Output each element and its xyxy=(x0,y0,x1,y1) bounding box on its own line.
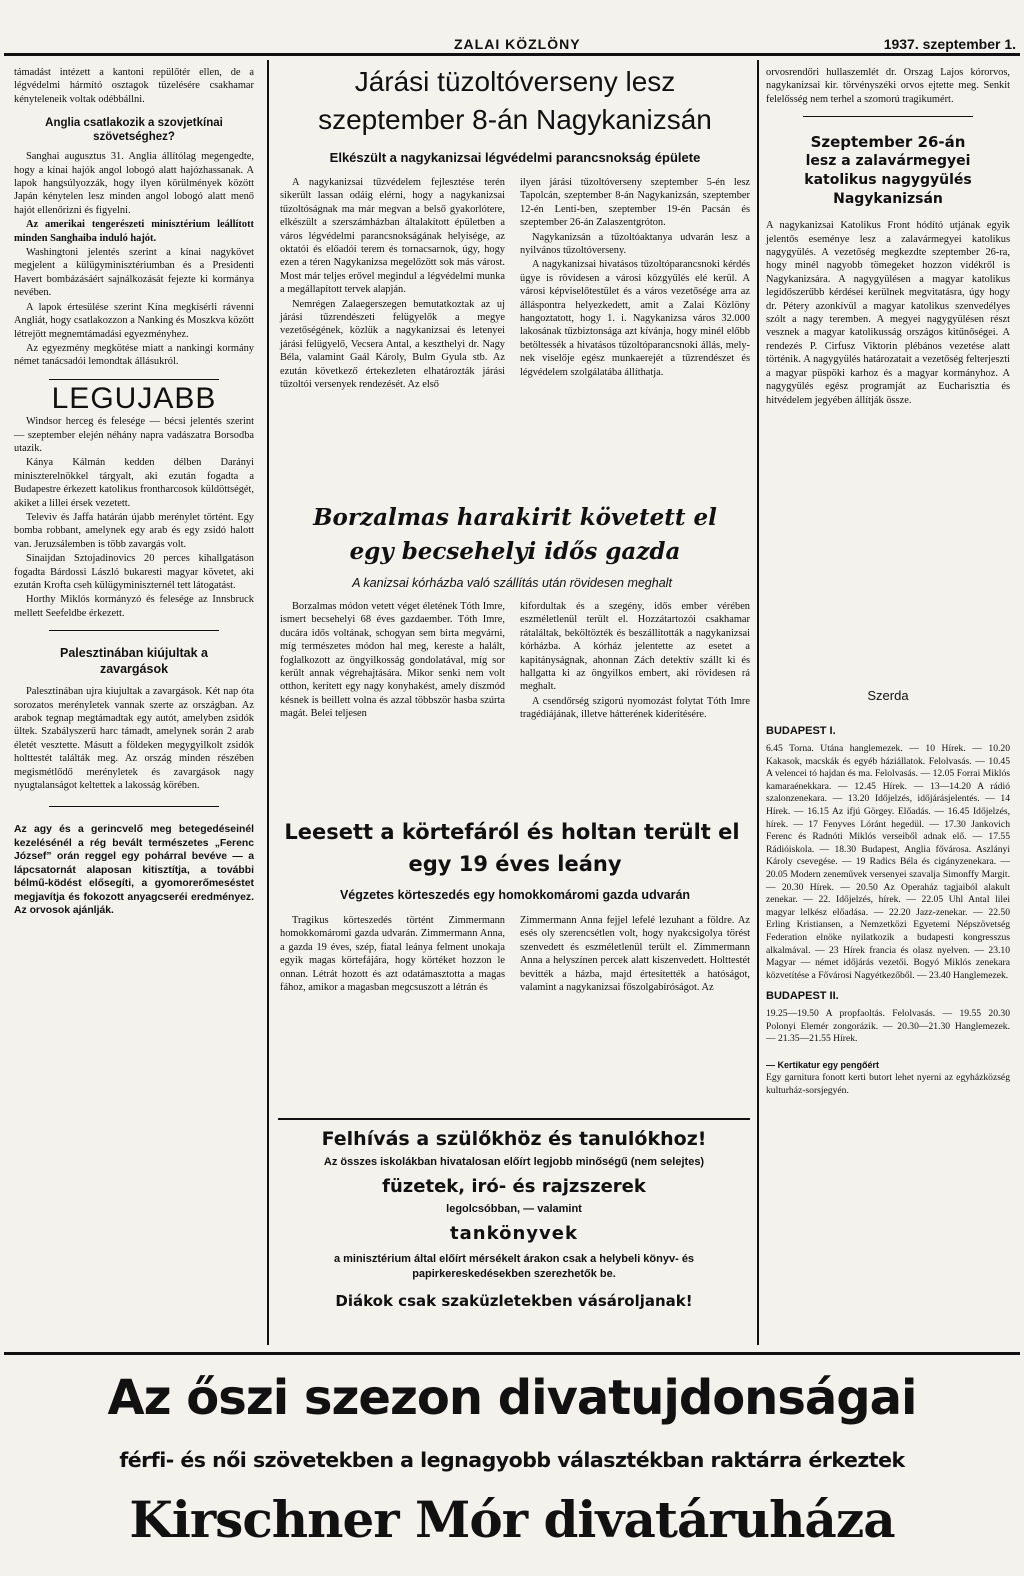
palestine-p1: Palesztinában ujra kiujultak a zavargások. Két nap óta sorozatos merényletek vannak szerte az országban. Az arabok tegnap megtámadtak egy autót, amelyben zsidók ültek. Szabályszerű harc támadt, amelynek során 2 arab életét vesztette. Másutt a földeken megygyilkolt zsidók holttestét találták meg. Az ország minden részében megismétlődő merényletek és zavargások nagy nyugtalanságot keltettek a lakosság körében. xyxy=(14,686,254,792)
legujabb-p4: Sinaijdan Sztojadinovics 20 perces kihallgatáson fogadta Bárdossi László bukaresti magyar követet, aki ezután Krofta cseh külügyminiszternél tett látogatást. xyxy=(14,553,254,591)
school-ad-line4: tankönyvek xyxy=(450,1223,578,1244)
fire-col-right xyxy=(520,176,750,380)
school-ad-title: Felhívás a szülőkhöz és tanulókhoz! xyxy=(321,1128,707,1150)
school-ad-line2: füzetek, iró- és rajzszerek xyxy=(382,1176,646,1197)
school-ad-line5: a minisztérium által előírt mérsékelt árakon csak a helybeli könyv- és papirkereskedésekben szerezhetők be. xyxy=(333,1253,695,1280)
school-ad-line1: Az összes iskolákban hivatalosan előírt legjobb minőségű (nem selejtes) xyxy=(323,1156,705,1168)
radio-bp2-label: BUDAPEST II. xyxy=(766,990,839,1003)
bottom-ad-rule xyxy=(4,1352,1020,1355)
left-rule-1 xyxy=(49,379,219,380)
ferenc-jozsef-ad: Az agy és a gerincvelő meg betegedéseinél kezelésénél a rég bevált természetes „Ferenc József” orán reggel egy pohárral bevéve — a lápcsatornát alaposan kitisztítja, a további bélmű-ködést elősegíti, a gyomorerőmeséstet megjavítja és fokozott anyagcseréi eredményez. Az orvosok ajánlják. xyxy=(14,824,254,916)
pear-para-a: Tragikus körteszedés történt Zimmermann homokkomáromi gazda udvarán. Zimmermann Anna, a gazda 19 éves, szép, fiatal leánya felment unokaja egyik magas körtefájára, hogy körtéket hozzon le onnan. Létrát hozott és azt odatámasztotta a magas fához, amikor a magasban megcsuszott a létrán és xyxy=(280,915,505,994)
radio-program xyxy=(766,688,1010,1097)
pear-headline-2: egy 19 éves leány xyxy=(408,852,622,876)
fire-para-c: ilyen járási tűzoltóverseny szeptember 5-én lesz Tapolcán, szeptember 8-án Nagykanizsán, szeptember 12-én Lenti-ben, szeptember 19-én Pacsán és szeptember 26-án Zalaszentgróton. xyxy=(520,177,750,229)
bottom-ad-line3: Kirschner Mór divatáruháza xyxy=(129,1490,895,1549)
harakiri-headline-2: egy becsehelyi idős gazda xyxy=(349,538,681,565)
catholic-heading-3: katolikus nagygyülés xyxy=(804,172,972,189)
fire-para-a: A nagykanizsai tűzvédelem fejlesztése terén sikerült lassan odáig elérni, hogy a nagykanizsai tűzoltóságnak ma már megvan a belső gyakorlótere, elkészült a szerszámházban általakított épületben a város légvédelmi parancsnokságának helyisége, az oktatói és előadói terem és tornacsarnok, úgy, hogy ezen a téren Nagykanizsa megelőzött sok más várost. Most már teljes erővel megindul a légvédelmi munka a megállapított tervek alapján. xyxy=(280,177,505,296)
harakiri-col-right xyxy=(520,600,750,723)
right-rule-1 xyxy=(803,116,973,117)
radio-day: Szerda xyxy=(867,688,909,703)
pear-subheading: Végzetes körteszedés egy homokkomáromi gazda udvarán xyxy=(339,888,691,902)
right-intro: orvosrendőri hullaszemlét dr. Orszag Lajos kórorvos, nagykanizsai kir. törvényszéki orvos ejtette meg. Senkit felelősség nem terhel a szomorú tragikumért. xyxy=(766,67,1010,105)
harakiri-para-b: kifordultak és a szegény, idős ember vérében eszméletlenül terült el. Hozzátartozói csakhamar rátaláltak, beköltözték és beszállították a nagykanizsai kórházba. A kórház jelentette az esetet a kapitányságnak, ahonnan Zách detektív szállt ki és hallgatta ki az öngyilkos embert, aki rövidesen rá meghalt. xyxy=(520,601,750,693)
anglia-p1: Sanghai augusztus 31. Anglia állítólag megengedte, hogy a kínai hajók angol lobogó alatt hajózhassanak. A lapok hangsúlyozzák, hogy ilyen körülmények között Japán kénytelen lesz minden angol lobogó alatt menő hajót ellenőrizni és figyelni. xyxy=(14,151,254,216)
school-ad-box xyxy=(278,1118,750,1346)
catholic-heading-2: lesz a zalavármegyei xyxy=(805,153,971,170)
pear-col-right xyxy=(520,914,750,995)
issue-date: 1937. szeptember 1. xyxy=(883,36,1016,52)
garden-note-text: Egy garnitura fonott kerti butort lehet nyerni az egyházközség kulturház-sorsjegyén. xyxy=(766,1072,1010,1096)
fire-col-left xyxy=(280,176,505,393)
catholic-heading-1: Szeptember 26-án xyxy=(810,133,966,152)
school-ad-line3: legolcsóbban, — valamint xyxy=(446,1203,582,1215)
legujabb-p5: Horthy Miklós kormányzó és felesége az Innsbruck mellett Seefeldbe érkezett. xyxy=(14,594,254,619)
fire-subheading: Elkészült a nagykanizsai légvédelmi parancsnokság épülete xyxy=(329,150,701,165)
school-ad-line6: Diákok csak szaküzletekben vásároljanak! xyxy=(335,1292,693,1310)
palestine-heading: Palesztinában kiújultak a zavargások xyxy=(60,646,208,677)
harakiri-col-left xyxy=(280,600,505,722)
catholic-text: A nagykanizsai Katolikus Front hódító utjának egyik jelentős eseménye lesz a zalavármegyei katolikus nagygyülés. A vezetőség megkezdte szeptember 26-ra, hogy minél nagyobb tömegeket hozzon vidékről is Nagykanizsára. A nagygyülésen a magyar katolikus legidőszerűbb kérdései kerülnek megvitatásra, úgy hogy dr. Pétery azonkívül a magyar katolikus szenvedélyes szólt a nagy teremben. A megyei nagygyülésen részt vesznek a magyar katolikusság országos kitűnőségei. A rendezés P. Cirfusz Viktorin plébános vezetése alatt történik. A nagygyülés határozatait a vezetőség felterjeszti a magyar püspöki karhoz és a magyar kormányhoz. A nagygyülés egész programját az Eucharisztia és hitvédelem jegyében állítják össze. xyxy=(766,220,1010,406)
catholic-heading-4: Nagykanizsán xyxy=(833,191,943,208)
pear-para-b: Zimmermann Anna fejjel lefelé lezuhant a földre. Az esés oly szerencsétlen volt, hogy nyakcsigolya törést szenvedett és eszméletlenül terült el. Zimmermann Anna a helyszínen percek alatt kiszenvedett. Holttestét bevitték a házba, majd értesítették a hatóságot, valamint a nagykanizsai főszolgabíróságot. Az xyxy=(520,915,750,994)
harakiri-para-a: Borzalmas módon vetett véget életének Tóth Imre, ismert becsehelyi 68 éves gazdaember. Tóth Imre, ducára idős voltának, schogyan sem birta megvárni, míg természetes módon hal meg, kereste a halált, foglalkozott az öngyilkosság gondolatával, míg sor került annak végrehajtására. Mikor senki nem volt otthon, kerített egy nagy konyhakést, amely díszmód késnek is beillett volna és azzal többször hasba szúrta magát. Belei teljesen xyxy=(280,601,505,720)
left-rule-2 xyxy=(49,630,219,631)
anglia-p2: Az amerikai tengerészeti minisztérium leállított minden Sanghaiba induló hajót. xyxy=(14,219,254,244)
left-intro: támadást intézett a kantoni repülőtér ellen, de a légvédelmi hármító osztagok tüzelésére csakhamar kényteleneik voltak odébbállni. xyxy=(14,67,254,105)
anglia-p3: Washingtoni jelentés szerint a kínai nagykövet megjelent a külügyminisztériumban és a Presidenti Havert bombázásáért sajnálkozását fejezte ki kormánya nevében. xyxy=(14,247,254,299)
paper-name: ZALAI KÖZLÖNY xyxy=(454,36,581,52)
radio-bp1-label: BUDAPEST I. xyxy=(766,725,836,737)
fire-para-d: Nagykanizsán a tűzoltóaktanya udvarán lesz a nyilvános tűzoltóverseny. xyxy=(520,231,750,257)
radio-bp1-text: 6.45 Torna. Utána hanglemezek. — 10 Hírek. — 10.20 Kakasok, macskák és egyéb háziállatok. Felolvasás. — 10.45 A velencei tó hajdan és ma. Felolvasás. — 12.05 Forrai Miklós kamaraénekkara. — 12.45 Hírek. — 13—14.20 A rádió szalonzenekara. — 13.20 Időjelzés, időjárásjelentés. — 14 Hírek. — 16.15 Az ifjú Görgey. Előadás. — 16.45 Időjelzés, hírek. — 17 Fenyves Lóránt hegedül. — 17.30 Jankovich Ferenc és Radnóti Miklós verseiből adnak elő. — 17.55 Rádióiskola. — 18.30 Budapest, Anglia fővárosa. Aszlányi Károly csevegése. — 19 Radics Béla és cigányzenekara. — 20.05 Modern zeneművek versenyei szavalja Simonffy Margit. — 20.30 Hírek. — 20.50 Az Operaház tagjaiból alakult zenekar. — 22. Időjelzés, hírek. — 22.05 Uhl Antal lilei magyar lelkész előadása. — 22.20 Jazz-zenekar. — 22.50 Erling Kristiansen, a Nemzetközi Egyetemi Népszövetség Federation elnöke nyilatkozik a budapesti kongresszus alkalmával. — 23 Hírek francia és olasz nyelven. — 23.10 Magyar — német időjárás vezetői. Bogyó Miklós zenekara közvetítése a Fővárosi Nagyétkezőből. — 23.40 Hanglemezek. xyxy=(766,743,1010,981)
column-divider-left xyxy=(267,60,269,1345)
pear-col-left xyxy=(280,914,505,995)
bottom-ad-line1: Az őszi szezon divatujdonságai xyxy=(107,1370,917,1426)
legujabb-p2: Kánya Kálmán kedden délben Darányi miniszterelnökkel tárgyalt, aki ezután fogadta a Budapestre érkezett katolikus frontharcosok küldöttségét, akiket a lillei érsek vezetett. xyxy=(14,457,254,509)
legujabb-p1: Windsor herceg és felesége — bécsi jelentés szerint — szeptember elején néhány napra vadászatra Borsodba utazik. xyxy=(14,416,254,454)
legujabb-p3: Televiv és Jaffa határán újabb merénylet történt. Egy bomba robbant, amelynek egy arab és egy zsidó halott van. Jeruzsálemben is több zavargás volt. xyxy=(14,511,254,550)
left-column xyxy=(14,66,254,918)
left-rule-3 xyxy=(49,806,219,807)
harakiri-subheading: A kanizsai kórházba való szállítás után rövidesen meghalt xyxy=(352,576,672,590)
pear-headline-1: Leesett a körtefáról és holtan terült el xyxy=(284,820,740,844)
harakiri-para-c: A csendőrség szigorú nyomozást folytat Tóth Imre tragédiájának, illetve hátterének kiderítésére. xyxy=(520,695,750,721)
harakiri-headline-1: Borzalmas harakirit követett el xyxy=(313,504,717,531)
legujabb-heading: LEGUJABB xyxy=(51,381,217,415)
radio-bp2-text: 19.25—19.50 A propfaoltás. Felolvasás. — 19.55 20.30 Polonyi Elemér zongorázik. — 20.30—21.30 Hanglemezek. — 21.35—21.55 Hírek. xyxy=(766,1008,1010,1045)
anglia-heading: Anglia csatlakozik a szovjetkínai szövetséghez? xyxy=(45,117,223,144)
fire-para-b: Nemrégen Zalaegerszegen bemutatkoztak az uj járási tűzrendészeti felügyelők a megye vezetőségének, közlük a nagykanizsai és letenyei járási felügyelő, Vecsera Antal, a keszthelyi dr. Nagy Béla, valamint Gaál Károly, Bulm Gyula stb. Az ezután következő értekezleten elhatározták járási tűzoltói versenyek rendezését. Az első xyxy=(280,298,505,391)
garden-note-label: — Kertikatur egy pengőért xyxy=(766,1060,880,1071)
fire-headline-1: Járási tüzoltóverseny lesz xyxy=(354,66,676,97)
header-rule xyxy=(4,53,1020,56)
bottom-ad-line2: férfi- és női szövetekben a legnagyobb választékban raktárra érkeztek xyxy=(119,1448,905,1472)
fire-para-e: A nagykanizsai hivatásos tűzoltóparancsnoki kérdés ügye is rövidesen a városi közgyűlés elé kerül. A városi képviselőtestület és a város vezetősége arra az álláspontra helyezkedett, amit a Zalai Közlöny hangoztatott, hogy 1. i. Nagykanizsa város 32.000 lakosának tűzbiztonsága azt kívánja, hogy minél előbb betöltessék a hivatásos tűzoltóparancsnoki állás, mely-nek viselője egész munkaerejét a tűzrendészet és légvédelem szolgálatába állíthatja. xyxy=(520,259,750,378)
fire-headline-2: szeptember 8-án Nagykanizsán xyxy=(318,104,712,135)
anglia-p4: A lapok értesülése szerint Kína megkísérli rávenni Angliát, hogy csatlakozzon a Nanking és Moszkva között létrejött megnemtámadási egyezményhez. xyxy=(14,301,254,340)
anglia-p5: Az egyezmény megkötése miatt a nankingi kormány német tanácsadói lemondtak állásukról. xyxy=(14,342,254,368)
right-column xyxy=(766,66,1010,407)
column-divider-right xyxy=(757,60,759,1345)
